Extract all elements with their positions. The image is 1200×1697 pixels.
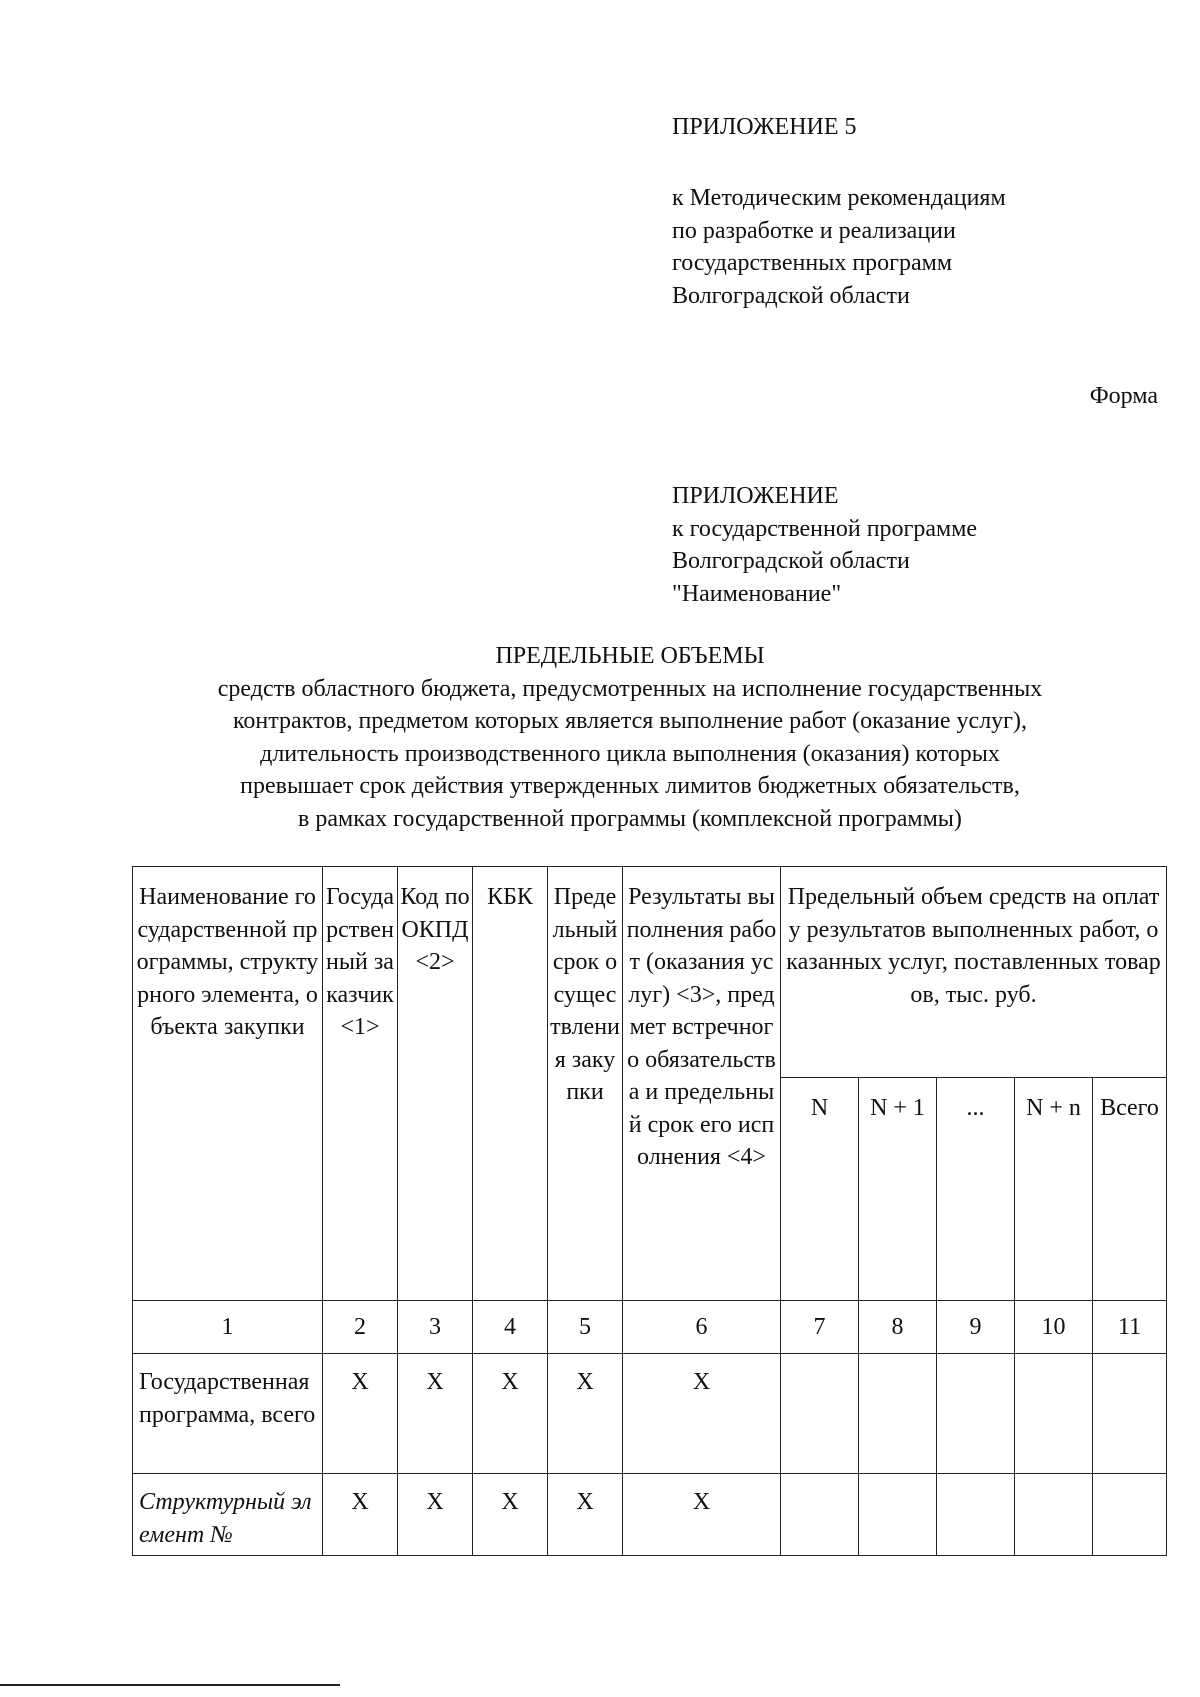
document-title-line: длительность производственного цикла выполнения (оказания) которых [260,740,1000,767]
appendix-reference [672,182,1006,312]
table-cell: X [398,1474,473,1556]
table-cell [937,1474,1015,1556]
annex-line: Волгоградской области [672,548,910,574]
document-title-line: превышает срок действия утвержденных лимитов бюджетных обязательств, [240,773,1020,799]
header-year-n-plus-1: N + 1 [859,1078,937,1301]
table-cell: X [323,1354,398,1474]
table-cell: X [323,1474,398,1556]
form-label: Форма [1089,383,1158,409]
column-number: 10 [1015,1301,1093,1354]
header-kbk: КБК [473,867,548,1301]
table-cell [937,1354,1015,1474]
footnote-divider [0,1684,340,1686]
table-cell [1093,1354,1167,1474]
table-cell [1093,1474,1167,1556]
column-number: 9 [937,1301,1015,1354]
table-cell: X [473,1354,548,1474]
table-cell: X [623,1354,781,1474]
column-number: 1 [133,1301,323,1354]
document-title-line: в рамках государственной программы (комплексной программы) [298,805,962,832]
column-number: 2 [323,1301,398,1354]
header-total: Всего [1093,1078,1167,1301]
header-okpd-code: Код по ОКПД <2> [398,867,473,1301]
annex-title: ПРИЛОЖЕНИЕ [672,483,839,509]
table-cell [859,1474,937,1556]
column-number: 4 [473,1301,548,1354]
header-year-n: N [781,1078,859,1301]
header-customer: Государственный заказчик <1> [323,867,398,1301]
table-row [133,1354,1167,1474]
table-cell [1015,1354,1093,1474]
document-heading: ПРЕДЕЛЬНЫЕ ОБЪЕМЫ [495,643,765,669]
table-cell: X [548,1474,623,1556]
appendix-reference-line: Волгоградской области [672,282,910,309]
table-cell [1015,1474,1093,1556]
header-limit-volume-group: Предельный объем средств на оплату результатов выполненных работ, оказанных услуг, поставленных товаров, тыс. руб. [781,867,1167,1078]
table-cell [859,1354,937,1474]
table-cell: X [398,1354,473,1474]
column-number: 8 [859,1301,937,1354]
appendix-title: ПРИЛОЖЕНИЕ 5 [672,114,857,140]
column-number: 5 [548,1301,623,1354]
column-number: 7 [781,1301,859,1354]
limits-table [132,866,1167,1556]
table-cell [781,1474,859,1556]
row-name: Государственная программа, всего [133,1354,323,1474]
document-title-line: контрактов, предметом которых является выполнение работ (оказание услуг), [232,708,1028,734]
appendix-reference-line: к Методическим рекомендациям [672,185,1006,211]
annex-line: "Наименование" [672,580,842,607]
header-program-name: Наименование государственной программы, структурного элемента, объекта закупки [133,867,323,1301]
header-procurement-deadline: Предельный срок осуществления закупки [548,867,623,1301]
column-number: 3 [398,1301,473,1354]
column-number: 11 [1093,1301,1167,1354]
table-cell [781,1354,859,1474]
document-title [100,640,1160,835]
annex-block [672,480,977,610]
table-row [133,1474,1167,1556]
header-year-n-plus-n: N + n [1015,1078,1093,1301]
table-cell: X [623,1474,781,1556]
annex-line: к государственной программе [672,515,978,542]
table-cell: X [548,1354,623,1474]
appendix-reference-line: государственных программ [672,250,953,276]
table-cell: X [473,1474,548,1556]
column-number: 6 [623,1301,781,1354]
header-year-ellipsis: ... [937,1078,1015,1301]
row-name: Структурный элемент № [133,1474,323,1556]
column-numbers-row [133,1301,1167,1354]
document-title-line: средств областного бюджета, предусмотренных на исполнение государственных [217,675,1043,702]
header-work-results: Результаты выполнения работ (оказания услуг) <3>, предмет встречного обязательства и предельный срок его исполнения <4> [623,867,781,1301]
appendix-reference-line: по разработке и реализации [672,217,956,244]
